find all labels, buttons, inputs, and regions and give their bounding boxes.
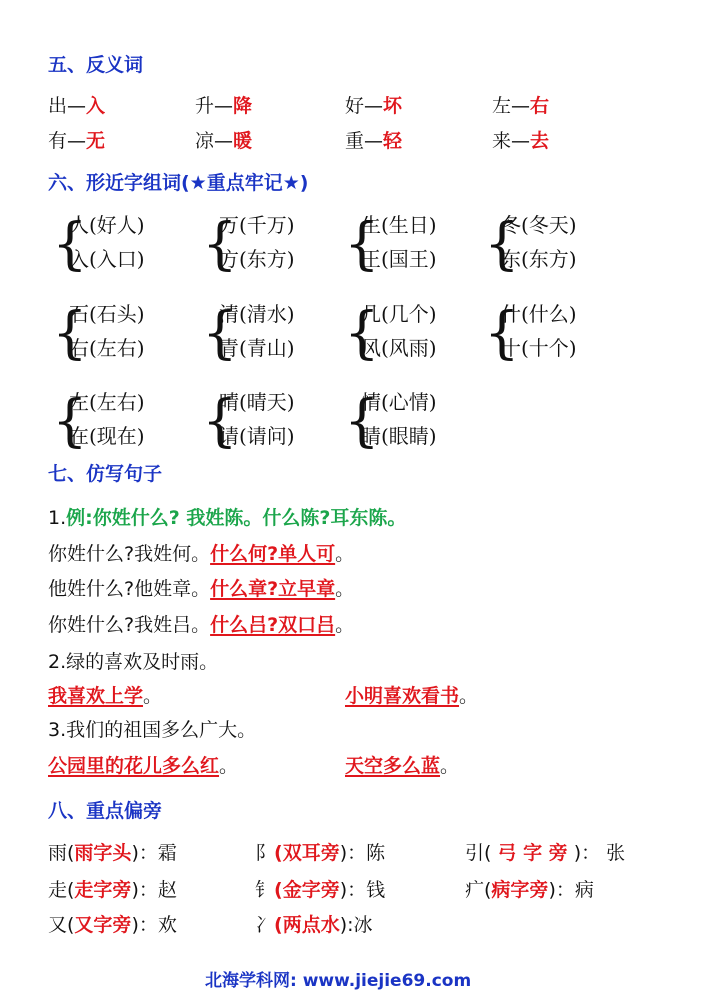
radical-example: )：钱 [339,879,386,901]
radical-item [48,875,177,902]
radical-example: )：欢 [131,914,177,936]
group-line-1: 晴(晴天) [219,390,295,414]
antonym-word: 左— [492,95,531,117]
brace-icon: { [484,301,520,366]
group-line-2: 十(十个) [501,336,577,360]
radical-char: 钅 [255,879,275,901]
brace-icon: { [484,212,520,277]
radical-char: 又( [48,914,75,936]
radical-name: (双耳旁 [274,842,340,864]
example-3: 3.我们的祖国多么广大。 [48,719,257,741]
footer-url[interactable]: www.jiejie69.com [302,971,472,991]
radical-example: )：霜 [131,842,177,864]
antonym-answer: 右 [530,95,550,117]
radical-name: (两点水 [274,914,340,936]
section-7-title: 七、仿写句子 [48,463,163,485]
group-line-2: 东(东方) [501,247,577,271]
radical-char: 雨( [48,842,75,864]
radical-item [255,875,385,902]
antonym-word: 出— [48,95,87,117]
radical-name: 又字旁 [74,914,132,936]
radical-item [255,838,385,865]
row-question: 他姓什么?他姓章。 [48,578,211,600]
group-line-1: 人(好人) [69,213,145,237]
footer-label: 北海学科网: [205,971,303,991]
antonym-word: 有— [48,130,87,152]
group-line-2: 在(现在) [69,424,145,448]
brace-icon: { [52,389,88,454]
dot: 。 [459,685,479,707]
radical-char: 走( [48,879,75,901]
brace-icon: { [52,301,88,366]
answer-3a [48,751,238,778]
answer-2b-text: 小明喜欢看书 [345,685,460,707]
brace-icon: { [202,389,238,454]
radical-name: (金字旁 [274,879,340,901]
antonym-answer: 坏 [383,95,403,117]
brace-icon: { [52,212,88,277]
section-5-title: 五、反义词 [48,54,144,76]
imitation-row [48,610,354,637]
group-line-1: 石(石头) [69,302,145,326]
radical-item [255,910,373,937]
antonym-answer: 去 [530,130,550,152]
answer-2a [48,681,162,708]
example-1-text: 例:你姓什么? 我姓陈。什么陈?耳东陈。 [66,507,407,529]
antonym-pair [48,126,105,153]
row-end: 。 [335,543,355,565]
group-line-1: 冬(冬天) [501,213,577,237]
antonym-answer: 暖 [233,130,253,152]
radical-name: 雨字头 [74,842,132,864]
imitation-row [48,539,354,566]
radical-item [465,875,594,902]
antonym-pair [345,91,402,118]
brace-icon: { [344,212,380,277]
radical-char: 引( [465,842,498,864]
antonym-pair [48,91,105,118]
antonym-word: 凉— [195,130,234,152]
group-line-1: 左(左右) [69,390,145,414]
radical-name: 弓 字 旁 [497,842,568,864]
radical-example: )：病 [548,879,594,901]
section-6-title: 六、形近字组词(★重点牢记★) [48,172,309,194]
radical-name: 病字旁 [491,879,549,901]
group-line-2: 方(东方) [219,247,295,271]
answer-2b [345,681,478,708]
antonym-pair [492,126,549,153]
group-line-1: 万(千万) [219,213,295,237]
radical-example: )： 张 [567,842,626,864]
antonym-answer: 轻 [383,130,403,152]
example-1-num: 1. [48,507,67,529]
radical-example: )：赵 [131,879,177,901]
group-line-2: 王(国王) [361,247,437,271]
answer-3b [345,751,459,778]
row-end: 。 [335,614,355,636]
group-line-1: 什(什么) [501,302,577,326]
group-line-2: 右(左右) [69,336,145,360]
brace-icon: { [344,389,380,454]
antonym-pair [195,126,252,153]
group-line-2: 睛(眼睛) [361,424,437,448]
brace-icon: { [202,301,238,366]
example-1 [48,503,406,530]
radical-item [48,838,177,865]
radical-item [48,910,177,937]
row-answer: 什么吕?双口吕 [210,614,336,636]
imitation-row [48,574,354,601]
antonym-answer: 入 [86,95,106,117]
antonym-answer: 无 [86,130,106,152]
section-8-title: 八、重点偏旁 [48,800,163,822]
brace-icon: { [202,212,238,277]
antonym-answer: 降 [233,95,253,117]
row-question: 你姓什么?我姓何。 [48,543,211,565]
dot: 。 [143,685,163,707]
radical-item [465,838,625,865]
brace-icon: { [344,301,380,366]
radical-char: 疒( [465,879,492,901]
answer-2a-text: 我喜欢上学 [48,685,144,707]
radical-name: 走字旁 [74,879,132,901]
radical-example: ):冰 [339,914,373,936]
antonym-word: 来— [492,130,531,152]
row-question: 你姓什么?我姓吕。 [48,614,211,636]
group-line-2: 请(请问) [219,424,295,448]
footer [205,966,471,991]
radical-char: 冫 [255,914,275,936]
antonym-word: 升— [195,95,234,117]
antonym-pair [492,91,549,118]
group-line-1: 情(心情) [361,390,437,414]
row-answer: 什么何?单人可 [210,543,336,565]
group-line-2: 青(青山) [219,336,295,360]
antonym-word: 重— [345,130,384,152]
radical-example: )：陈 [339,842,386,864]
row-answer: 什么章?立早章 [210,578,336,600]
group-line-2: 风(风雨) [361,336,437,360]
antonym-word: 好— [345,95,384,117]
group-line-1: 几(几个) [361,302,437,326]
group-line-1: 生(生日) [361,213,437,237]
example-2: 2.绿的喜欢及时雨。 [48,651,219,673]
answer-3b-text: 天空多么蓝 [345,755,441,777]
dot: 。 [440,755,460,777]
radical-char: 阝 [255,842,275,864]
antonym-pair [195,91,252,118]
antonym-pair [345,126,402,153]
group-line-1: 清(清水) [219,302,295,326]
row-end: 。 [335,578,355,600]
dot: 。 [219,755,239,777]
group-line-2: 入(入口) [69,247,145,271]
answer-3a-text: 公园里的花儿多么红 [48,755,220,777]
